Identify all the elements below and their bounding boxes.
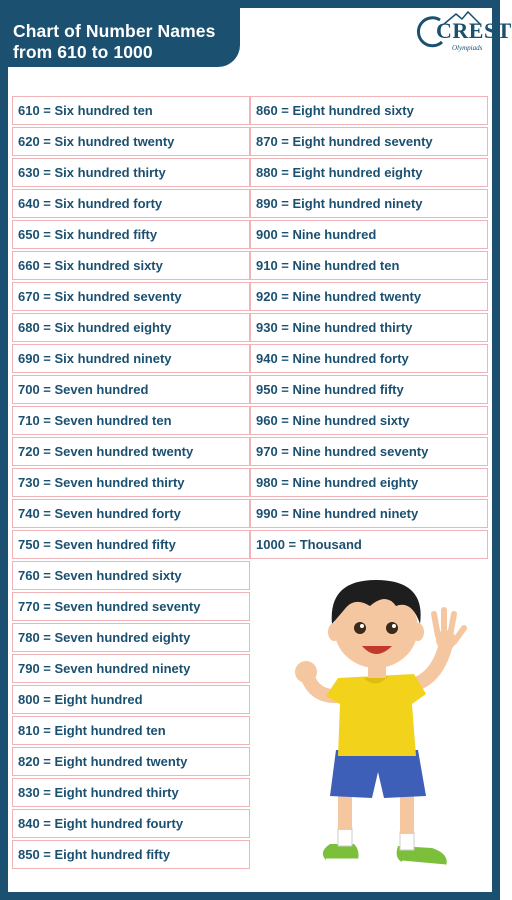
number-name-cell: 840 = Eight hundred fourty [12,809,250,838]
number-name-cell: 990 = Nine hundred ninety [250,499,488,528]
number-name-cell: 900 = Nine hundred [250,220,488,249]
number-name-cell: 680 = Six hundred eighty [12,313,250,342]
number-name-cell: 690 = Six hundred ninety [12,344,250,373]
number-name-cell: 960 = Nine hundred sixty [250,406,488,435]
number-name-cell: 650 = Six hundred fifty [12,220,250,249]
number-name-cell: 1000 = Thousand [250,530,488,559]
logo-tagline: Olympiads [452,44,483,52]
number-name-cell: 660 = Six hundred sixty [12,251,250,280]
number-name-cell: 830 = Eight hundred thirty [12,778,250,807]
number-name-cell: 970 = Nine hundred seventy [250,437,488,466]
number-name-cell: 720 = Seven hundred twenty [12,437,250,466]
crest-logo [416,8,512,56]
number-name-cell: 890 = Eight hundred ninety [250,189,488,218]
page-subtitle: from 610 to 1000 [13,42,153,62]
number-name-cell: 930 = Nine hundred thirty [250,313,488,342]
number-name-cell: 940 = Nine hundred forty [250,344,488,373]
number-name-cell: 800 = Eight hundred [12,685,250,714]
number-name-cell: 760 = Seven hundred sixty [12,561,250,590]
title-banner [8,8,240,67]
number-name-cell: 630 = Six hundred thirty [12,158,250,187]
number-name-cell: 870 = Eight hundred seventy [250,127,488,156]
number-name-cell: 730 = Seven hundred thirty [12,468,250,497]
number-name-cell: 670 = Six hundred seventy [12,282,250,311]
number-name-cell: 610 = Six hundred ten [12,96,250,125]
number-name-cell: 810 = Eight hundred ten [12,716,250,745]
number-name-cell: 750 = Seven hundred fifty [12,530,250,559]
number-name-cell: 980 = Nine hundred eighty [250,468,488,497]
number-name-cell: 910 = Nine hundred ten [250,251,488,280]
number-name-cell: 920 = Nine hundred twenty [250,282,488,311]
page-title: Chart of Number Names [13,21,216,41]
number-name-cell: 740 = Seven hundred forty [12,499,250,528]
number-name-cell: 790 = Seven hundred ninety [12,654,250,683]
boy-illustration [288,566,472,874]
number-name-cell: 850 = Eight hundred fifty [12,840,250,869]
number-name-cell: 640 = Six hundred forty [12,189,250,218]
number-name-cell: 820 = Eight hundred twenty [12,747,250,776]
number-name-cell: 950 = Nine hundred fifty [250,375,488,404]
number-name-cell: 620 = Six hundred twenty [12,127,250,156]
number-name-cell: 860 = Eight hundred sixty [250,96,488,125]
number-name-cell: 710 = Seven hundred ten [12,406,250,435]
number-name-cell: 780 = Seven hundred eighty [12,623,250,652]
number-name-cell: 770 = Seven hundred seventy [12,592,250,621]
number-name-cell: 880 = Eight hundred eighty [250,158,488,187]
number-name-cell: 700 = Seven hundred [12,375,250,404]
logo-text: CREST [436,18,512,43]
